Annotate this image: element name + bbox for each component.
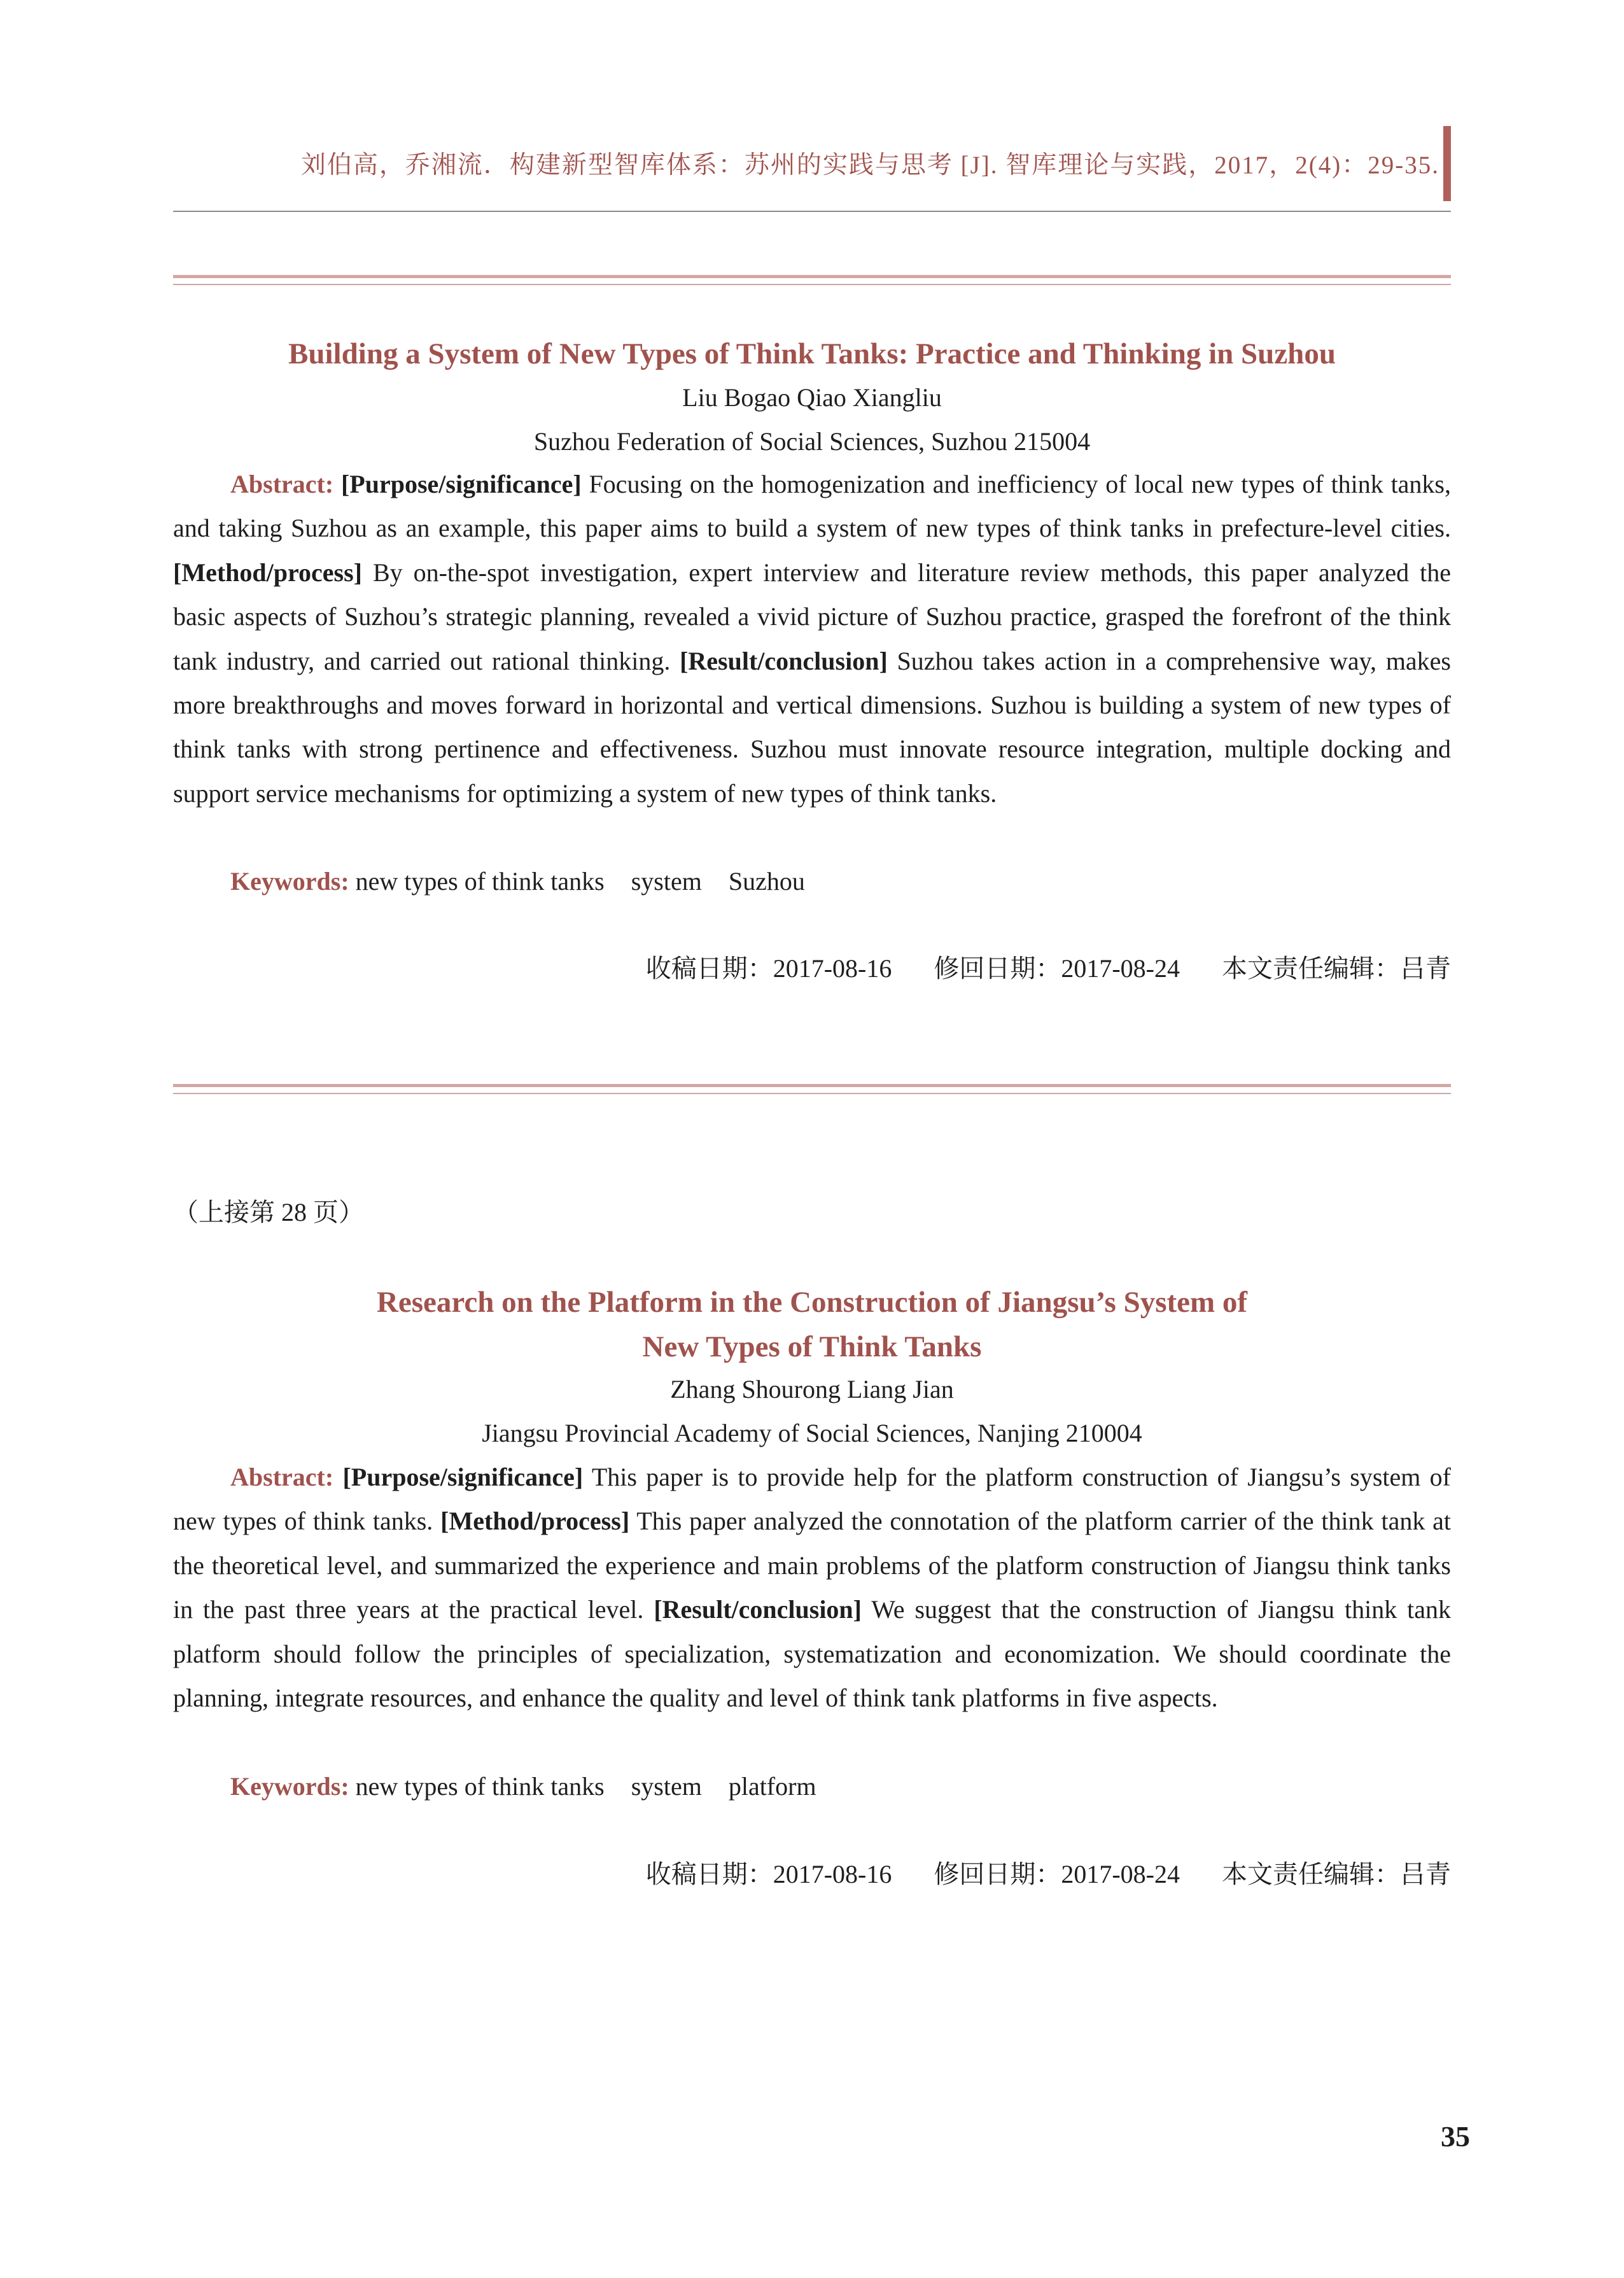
- purpose-label: [Purpose/significance]: [340, 470, 582, 498]
- header-rule: [173, 211, 1451, 212]
- purpose-text: This paper is to provide help for the platform construction of Jiangsu’s system of new types of think tanks.: [173, 1463, 1452, 1536]
- section-divider-top: [173, 275, 1451, 288]
- purpose-text: Focusing on the homogenization and inefficiency of local new types of think tanks, and taking Suzhou as an example, this paper aims to build a system of new types of think tanks in prefecture-level cities.: [173, 470, 1451, 543]
- keyword: new types of think tanks: [355, 1772, 605, 1801]
- method-label: [Method/process]: [440, 1507, 630, 1536]
- page-number: 35: [1441, 2120, 1470, 2153]
- received-date: 收稿日期：2017-08-16: [645, 954, 892, 983]
- method-text: This paper analyzed the connotation of the platform carrier of the think tank at the theoretical level, and summarized the experience and main problems of the platform construction of Jiangsu think tanks in the past three years at the practical level.: [173, 1507, 1451, 1624]
- result-text: We suggest that the construction of Jiangsu think tank platform should follow the principles of specialization, systematization and economization. We should coordinate the planning, integrate resources, and enhance the quality and level of think tank platforms in five aspects.: [173, 1595, 1451, 1713]
- article2-title-line2: New Types of Think Tanks: [642, 1330, 982, 1363]
- article1-title: Building a System of New Types of Think Tanks: Practice and Thinking in Suzhou: [288, 337, 1336, 370]
- received-date: 收稿日期：2017-08-16: [645, 1860, 892, 1888]
- purpose-label: [Purpose/significance]: [342, 1463, 584, 1491]
- abstract-lead: Abstract:: [230, 1463, 334, 1491]
- header-accent-bar: [1443, 126, 1451, 201]
- article2-authors: Zhang Shourong Liang Jian: [670, 1375, 954, 1403]
- keywords-lead: Keywords:: [230, 1772, 349, 1801]
- editor: 本文责任编辑：吕青: [1222, 1860, 1451, 1888]
- result-text: Suzhou takes action in a comprehensive way, makes more breakthroughs and moves forward in horizontal and vertical dimensions. Suzhou is building a system of new types of think tanks with strong pertinence and effectiveness. Suzhou must innovate resource integration, multiple docking and support service mechanisms for optimizing a system of new types of think tanks.: [173, 646, 1452, 808]
- continued-from-note: （上接第 28 页）: [173, 1198, 364, 1227]
- article1-meta: [173, 946, 1451, 990]
- article2-abstract: [173, 1455, 1451, 1720]
- revised-date: 修回日期：2017-08-24: [934, 1860, 1180, 1888]
- article2-keywords: [173, 1764, 1451, 1808]
- article1-keywords: [173, 859, 1451, 903]
- article1-authors: Liu Bogao Qiao Xiangliu: [682, 383, 942, 412]
- running-header-citation: 刘伯高，乔湘流．构建新型智库体系：苏州的实践与思考 [J]. 智库理论与实践，2017，2(4)：29-35.: [300, 151, 1439, 179]
- section-divider-middle: [173, 1084, 1451, 1097]
- article1-abstract: [173, 462, 1451, 815]
- keyword: Suzhou: [728, 867, 805, 896]
- article2-affiliation: Jiangsu Provincial Academy of Social Sciences, Nanjing 210004: [482, 1419, 1142, 1447]
- keyword: system: [631, 1772, 702, 1801]
- abstract-lead: Abstract:: [230, 470, 334, 498]
- keyword: new types of think tanks: [355, 867, 605, 896]
- method-label: [Method/process]: [173, 558, 362, 587]
- editor: 本文责任编辑：吕青: [1222, 954, 1451, 983]
- method-text: By on-the-spot investigation, expert interview and literature review methods, this paper analyzed the basic aspects of Suzhou’s strategic planning, revealed a vivid picture of Suzhou practice, grasped the forefront of the think tank industry, and carried out rational thinking.: [173, 558, 1451, 675]
- result-label: [Result/conclusion]: [680, 646, 888, 675]
- keyword: platform: [728, 1772, 816, 1801]
- keywords-lead: Keywords:: [230, 867, 349, 896]
- result-label: [Result/conclusion]: [654, 1595, 862, 1624]
- keyword: system: [631, 867, 702, 896]
- article2-meta: [173, 1852, 1451, 1896]
- article1-affiliation: Suzhou Federation of Social Sciences, Suzhou 215004: [533, 427, 1091, 456]
- article2-title-line1: Research on the Platform in the Construction of Jiangsu’s System of: [376, 1286, 1248, 1319]
- revised-date: 修回日期：2017-08-24: [934, 954, 1180, 983]
